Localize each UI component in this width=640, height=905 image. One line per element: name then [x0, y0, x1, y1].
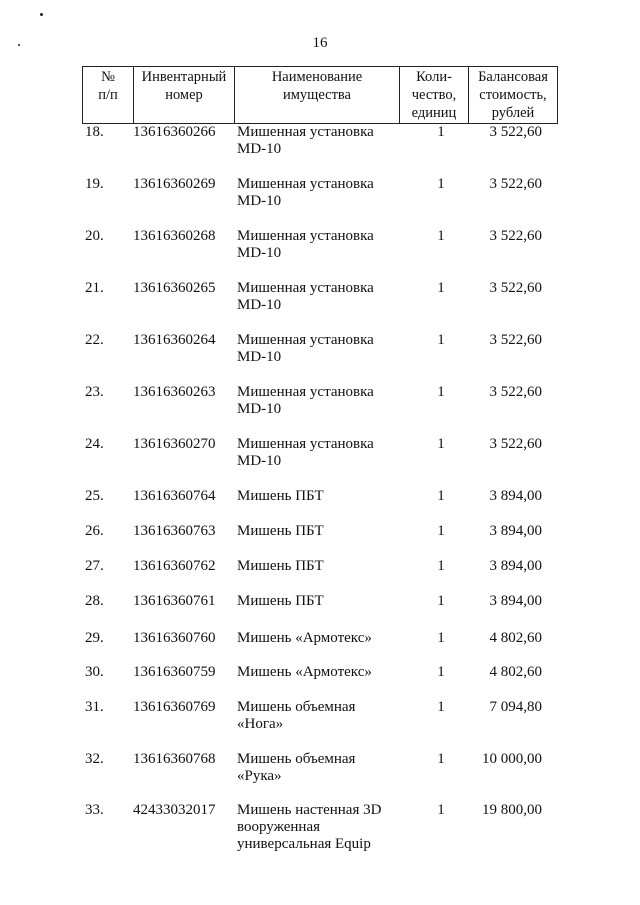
item-name-line: MD-10 [237, 401, 282, 417]
quantity: 1 [437, 558, 445, 574]
header-line: Наименование [271, 69, 363, 85]
item-name [237, 699, 412, 733]
header-line: имущества [282, 87, 351, 103]
quantity: 1 [437, 664, 445, 680]
item-name [237, 488, 412, 505]
book-value: 3 522,60 [489, 384, 542, 400]
item-name-line: Мишенная установка [237, 124, 374, 140]
item-name-line: Мишенная установка [237, 384, 374, 400]
header-quantity [400, 67, 469, 124]
quantity: 1 [437, 228, 445, 244]
inventory-number: 13616360763 [133, 523, 216, 539]
item-name-line: Мишень «Армотекс» [237, 664, 372, 680]
book-value: 4 802,60 [489, 664, 542, 680]
item-name-line: MD-10 [237, 141, 282, 157]
inventory-number: 13616360762 [133, 558, 216, 574]
book-value: 3 894,00 [489, 523, 542, 539]
book-value: 19 800,00 [482, 802, 542, 818]
header-value [469, 67, 558, 124]
header-num [83, 67, 134, 124]
header-inventory [134, 67, 235, 124]
inventory-number: 13616360768 [133, 751, 216, 767]
book-value: 3 522,60 [489, 228, 542, 244]
row-number: 20. [85, 228, 104, 244]
quantity: 1 [437, 523, 445, 539]
item-name [237, 228, 412, 262]
item-name-line: Мишень объемная [237, 751, 356, 767]
quantity: 1 [437, 384, 445, 400]
book-value: 3 894,00 [489, 558, 542, 574]
header-line: Коли- [416, 69, 452, 85]
inventory-number: 13616360760 [133, 630, 216, 646]
header-line: единиц [411, 105, 457, 121]
quantity: 1 [437, 436, 445, 452]
inventory-number: 13616360761 [133, 593, 216, 609]
item-name [237, 664, 412, 681]
inventory-number: 13616360764 [133, 488, 216, 504]
quantity: 1 [437, 751, 445, 767]
item-name-line: универсальная Equip [237, 836, 371, 852]
item-name-line: Мишень ПБТ [237, 488, 324, 504]
row-number: 24. [85, 436, 104, 452]
item-name-line: Мишень объемная [237, 699, 356, 715]
book-value: 7 094,80 [489, 699, 542, 715]
header-line: чество, [411, 87, 457, 103]
inventory-number: 13616360266 [133, 124, 216, 140]
book-value: 3 522,60 [489, 332, 542, 348]
header-line: Балансовая [478, 69, 548, 85]
item-name [237, 630, 412, 647]
inventory-number: 13616360759 [133, 664, 216, 680]
row-number: 32. [85, 751, 104, 767]
quantity: 1 [437, 280, 445, 296]
item-name [237, 280, 412, 314]
inventory-number: 13616360270 [133, 436, 216, 452]
item-name [237, 384, 412, 418]
book-value: 3 522,60 [489, 176, 542, 192]
item-name-line: Мишень ПБТ [237, 558, 324, 574]
item-name [237, 332, 412, 366]
item-name [237, 436, 412, 470]
item-name [237, 523, 412, 540]
item-name-line: Мишень ПБТ [237, 523, 324, 539]
book-value: 3 522,60 [489, 124, 542, 140]
book-value: 10 000,00 [482, 751, 542, 767]
page-number: 16 [312, 35, 328, 51]
header-line: п/п [98, 87, 118, 103]
book-value: 3 522,60 [489, 280, 542, 296]
row-number: 30. [85, 664, 104, 680]
inventory-number: 13616360268 [133, 228, 216, 244]
header-line: № [101, 69, 115, 85]
item-name-line: «Нога» [237, 716, 284, 732]
item-name-line: Мишень настенная 3D [237, 802, 382, 818]
row-number: 22. [85, 332, 104, 348]
item-name [237, 802, 412, 853]
row-number: 29. [85, 630, 104, 646]
inventory-number: 13616360269 [133, 176, 216, 192]
item-name-line: MD-10 [237, 297, 282, 313]
quantity: 1 [437, 176, 445, 192]
book-value: 3 894,00 [489, 593, 542, 609]
quantity: 1 [437, 699, 445, 715]
item-name-line: MD-10 [237, 349, 282, 365]
row-number: 31. [85, 699, 104, 715]
inventory-number: 13616360769 [133, 699, 216, 715]
row-number: 18. [85, 124, 104, 140]
book-value: 3 522,60 [489, 436, 542, 452]
item-name [237, 124, 412, 158]
header-name [235, 67, 400, 124]
header-line: Инвентарный [141, 69, 227, 85]
item-name-line: Мишенная установка [237, 228, 374, 244]
inventory-number: 42433032017 [133, 802, 216, 818]
item-name-line: вооруженная [237, 819, 321, 835]
item-name-line: MD-10 [237, 245, 282, 261]
item-name-line: Мишенная установка [237, 436, 374, 452]
header-line: стоимость, [479, 87, 547, 103]
item-name [237, 593, 412, 610]
item-name [237, 176, 412, 210]
quantity: 1 [437, 332, 445, 348]
row-number: 28. [85, 593, 104, 609]
quantity: 1 [437, 593, 445, 609]
row-number: 19. [85, 176, 104, 192]
row-number: 23. [85, 384, 104, 400]
quantity: 1 [437, 488, 445, 504]
row-number: 26. [85, 523, 104, 539]
inventory-number: 13616360264 [133, 332, 216, 348]
quantity: 1 [437, 802, 445, 818]
item-name-line: MD-10 [237, 453, 282, 469]
item-name [237, 558, 412, 575]
quantity: 1 [437, 124, 445, 140]
table-header [82, 66, 558, 124]
inventory-number: 13616360265 [133, 280, 216, 296]
inventory-number: 13616360263 [133, 384, 216, 400]
item-name-line: Мишень «Армотекс» [237, 630, 372, 646]
quantity: 1 [437, 630, 445, 646]
header-line: номер [165, 87, 203, 103]
item-name-line: MD-10 [237, 193, 282, 209]
item-name-line: Мишенная установка [237, 280, 374, 296]
header-line: рублей [491, 105, 535, 121]
scan-speck [40, 13, 43, 16]
item-name [237, 751, 412, 785]
row-number: 33. [85, 802, 104, 818]
book-value: 4 802,60 [489, 630, 542, 646]
item-name-line: Мишенная установка [237, 332, 374, 348]
book-value: 3 894,00 [489, 488, 542, 504]
item-name-line: «Рука» [237, 768, 282, 784]
row-number: 21. [85, 280, 104, 296]
item-name-line: Мишенная установка [237, 176, 374, 192]
item-name-line: Мишень ПБТ [237, 593, 324, 609]
row-number: 27. [85, 558, 104, 574]
row-number: 25. [85, 488, 104, 504]
